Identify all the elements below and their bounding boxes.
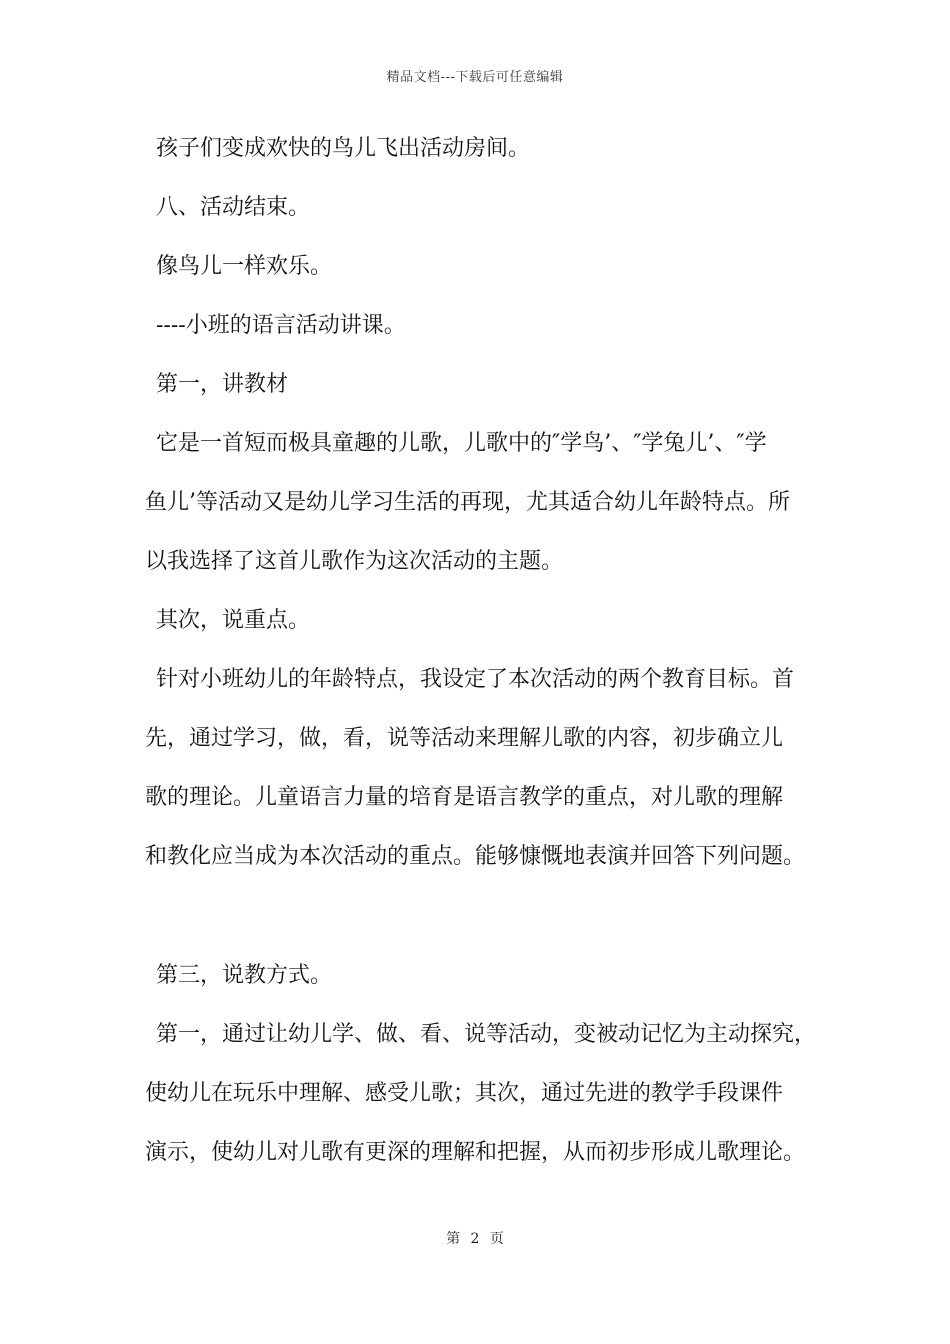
paragraph-line: 使幼儿在玩乐中理解、感受儿歌；其次，通过先进的教学手段课件 bbox=[145, 1081, 784, 1106]
paragraph-line: 以我选择了这首儿歌作为这次活动的主题。 bbox=[145, 549, 564, 574]
paragraph-line: 像鸟儿一样欢乐。 bbox=[156, 254, 333, 279]
paragraph-line: 歌的理论。儿童语言力量的培育是语言教学的重点，对儿歌的理解 bbox=[145, 785, 784, 810]
page-number-prefix: 第 bbox=[446, 1231, 461, 1247]
paragraph-line: 孩子们变成欢快的鸟儿飞出活动房间。 bbox=[156, 136, 531, 161]
page-header: 精品文档---下载后可任意编辑 bbox=[386, 70, 564, 85]
paragraph-line: 演示，使幼儿对儿歌有更深的理解和把握，从而初步形成儿歌理论。 bbox=[145, 1140, 806, 1165]
paragraph-line: 和教化应当成为本次活动的重点。能够慷慨地表演并回答下列问题。 bbox=[145, 844, 806, 869]
paragraph-line: ----小班的语言活动讲课。 bbox=[156, 313, 406, 338]
page-number-suffix: 页 bbox=[489, 1231, 504, 1247]
paragraph-line: 鱼儿’等活动又是幼儿学习生活的再现，尤其适合幼儿年龄特点。所 bbox=[145, 490, 790, 515]
paragraph-gap bbox=[145, 899, 825, 959]
paragraph-line: 针对小班幼儿的年龄特点，我设定了本次活动的两个教育目标。首 bbox=[156, 667, 795, 692]
section-heading: 第三，说教方式。 bbox=[156, 963, 333, 988]
page-number: 2 bbox=[470, 1231, 480, 1247]
section-heading: 其次，说重点。 bbox=[156, 608, 311, 633]
section-heading: 第一，讲教材 bbox=[156, 372, 289, 397]
page-footer bbox=[0, 1228, 950, 1248]
paragraph-line: 八、活动结束。 bbox=[156, 195, 311, 220]
paragraph-line: 第一，通过让幼儿学、做、看、说等活动，变被动记忆为主动探究， bbox=[156, 1022, 817, 1047]
paragraph-line: 它是一首短而极具童趣的儿歌，儿歌中的″学鸟’、″学兔儿’、″学 bbox=[156, 431, 767, 456]
paragraph-line: 先，通过学习，做，看，说等活动来理解儿歌的内容，初步确立儿 bbox=[145, 726, 784, 751]
document-body bbox=[145, 132, 825, 1195]
